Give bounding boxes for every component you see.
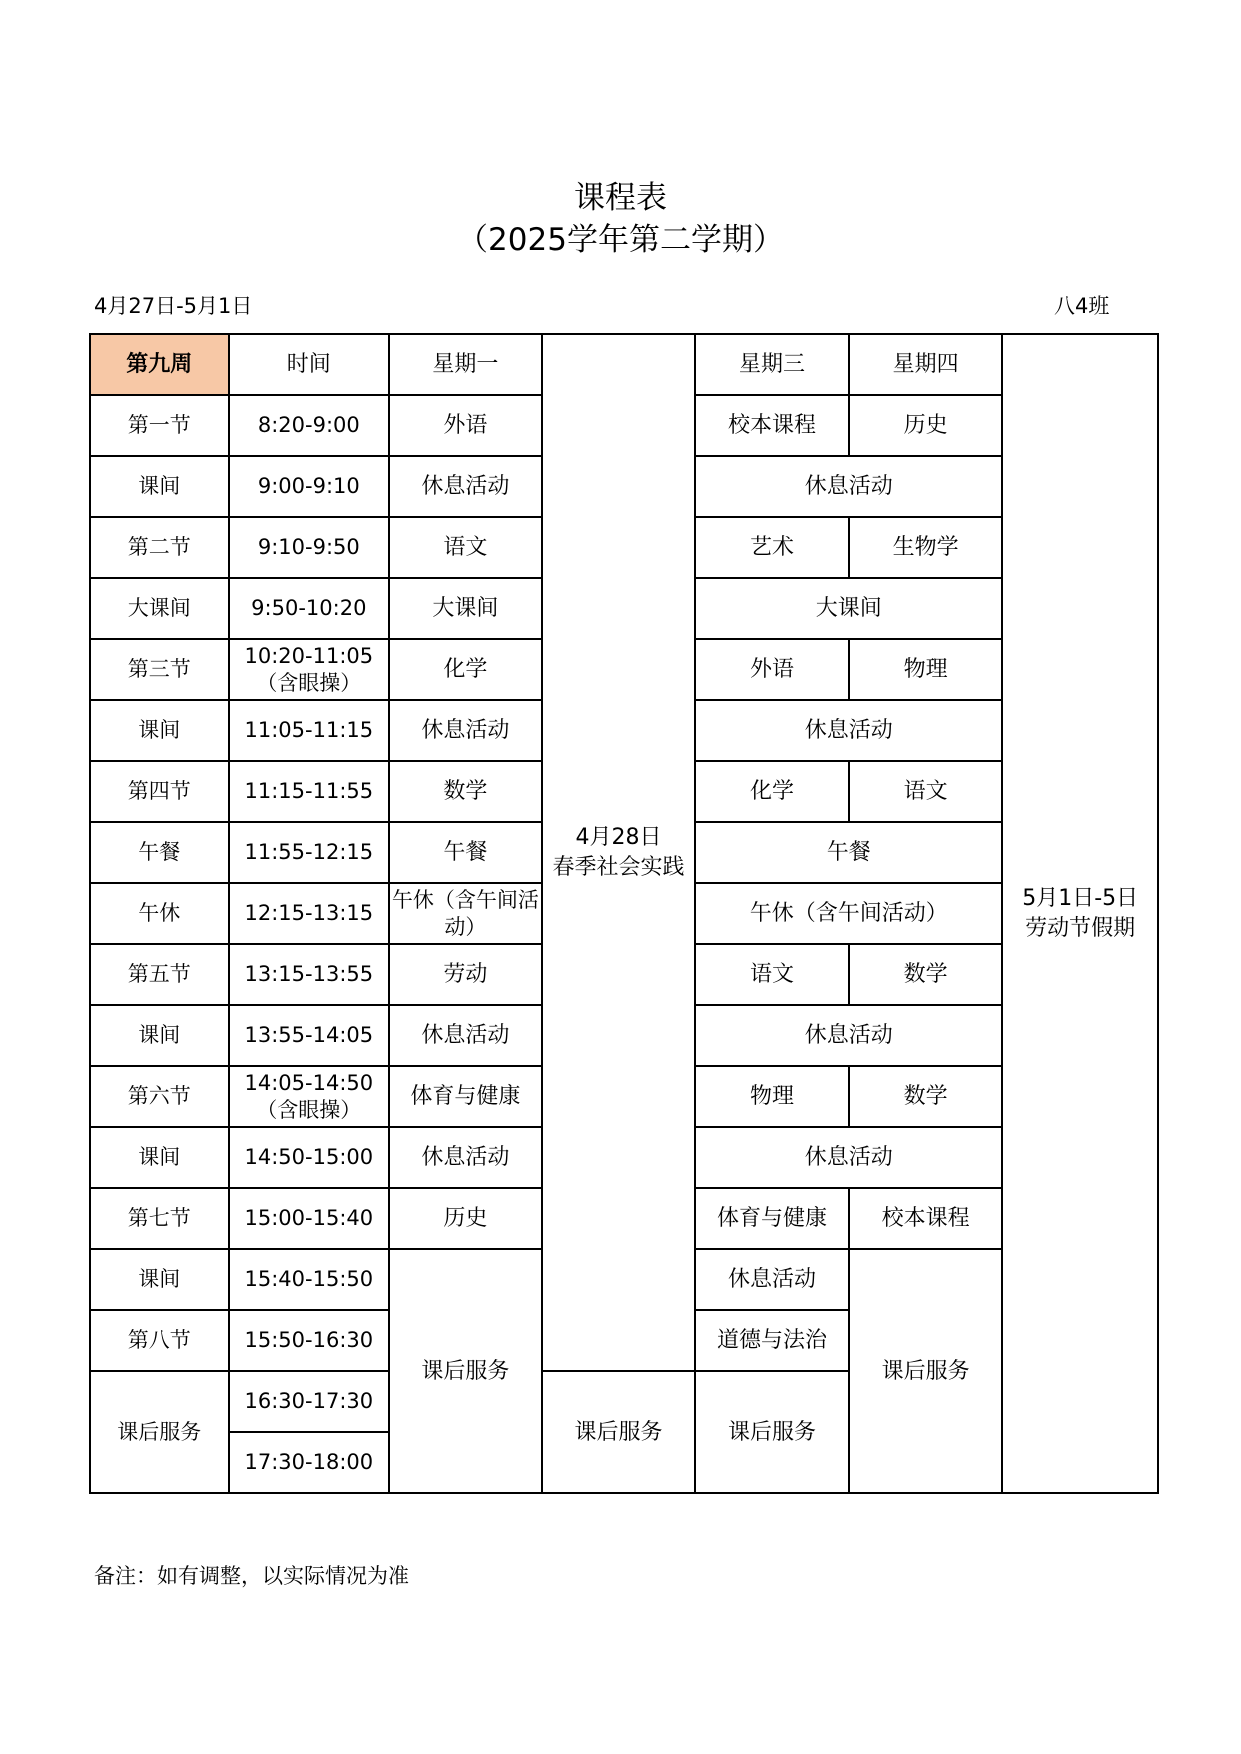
period-time: 16:30-17:30 [229, 1371, 390, 1432]
monday-cell: 语文 [389, 517, 542, 578]
period-label: 课间 [90, 1249, 229, 1310]
page-subtitle: （2025学年第二学期） [457, 222, 784, 258]
monday-cell: 数学 [389, 761, 542, 822]
thursday-cell: 物理 [849, 639, 1003, 700]
monday-cell: 体育与健康 [389, 1066, 542, 1127]
table-row [90, 334, 1158, 395]
tuesday-note: 4月28日 春季社会实践 [542, 334, 696, 1371]
thursday-after-school: 课后服务 [849, 1249, 1003, 1493]
wednesday-header: 星期三 [695, 334, 849, 395]
thursday-cell: 历史 [849, 395, 1003, 456]
monday-cell: 午餐 [389, 822, 542, 883]
monday-header: 星期一 [389, 334, 542, 395]
wednesday-cell: 物理 [695, 1066, 849, 1127]
period-time: 17:30-18:00 [229, 1432, 390, 1493]
wednesday-cell: 化学 [695, 761, 849, 822]
wed-thu-cell: 休息活动 [695, 700, 1002, 761]
wednesday-cell: 休息活动 [695, 1249, 849, 1310]
week-cell: 第九周 [90, 334, 229, 395]
thursday-cell: 数学 [849, 1066, 1003, 1127]
thursday-cell: 数学 [849, 944, 1003, 1005]
monday-cell: 化学 [389, 639, 542, 700]
period-time: 11:05-11:15 [229, 700, 390, 761]
wednesday-cell: 语文 [695, 944, 849, 1005]
wed-thu-cell: 午餐 [695, 822, 1002, 883]
date-range: 4月27日-5月1日 [94, 294, 253, 318]
period-time: 15:00-15:40 [229, 1188, 390, 1249]
period-label: 第二节 [90, 517, 229, 578]
thursday-cell: 校本课程 [849, 1188, 1003, 1249]
period-time: 9:10-9:50 [229, 517, 390, 578]
period-time: 11:15-11:55 [229, 761, 390, 822]
period-time: 9:50-10:20 [229, 578, 390, 639]
wed-thu-cell: 休息活动 [695, 1005, 1002, 1066]
period-label: 课间 [90, 1005, 229, 1066]
wed-thu-cell: 大课间 [695, 578, 1002, 639]
schedule-body [90, 334, 1158, 1493]
period-label: 第八节 [90, 1310, 229, 1371]
thursday-header: 星期四 [849, 334, 1003, 395]
wednesday-cell: 校本课程 [695, 395, 849, 456]
period-time: 15:40-15:50 [229, 1249, 390, 1310]
monday-cell: 外语 [389, 395, 542, 456]
monday-cell: 历史 [389, 1188, 542, 1249]
period-time: 9:00-9:10 [229, 456, 390, 517]
period-label: 第三节 [90, 639, 229, 700]
wednesday-cell: 外语 [695, 639, 849, 700]
period-label: 课间 [90, 456, 229, 517]
monday-cell: 休息活动 [389, 1127, 542, 1188]
monday-cell: 休息活动 [389, 1005, 542, 1066]
wednesday-after-school: 课后服务 [695, 1371, 849, 1493]
period-time: 11:55-12:15 [229, 822, 390, 883]
wednesday-cell: 艺术 [695, 517, 849, 578]
period-label: 第一节 [90, 395, 229, 456]
period-time: 14:50-15:00 [229, 1127, 390, 1188]
monday-cell: 休息活动 [389, 700, 542, 761]
monday-cell: 休息活动 [389, 456, 542, 517]
period-label: 课后服务 [90, 1371, 229, 1493]
wed-thu-cell: 午休（含午间活动） [695, 883, 1002, 944]
monday-after-school: 课后服务 [389, 1249, 542, 1493]
wednesday-cell: 道德与法治 [695, 1310, 849, 1371]
period-time: 8:20-9:00 [229, 395, 390, 456]
period-label: 午餐 [90, 822, 229, 883]
period-time: 14:05-14:50 （含眼操） [229, 1066, 390, 1127]
period-time: 15:50-16:30 [229, 1310, 390, 1371]
period-time: 12:15-13:15 [229, 883, 390, 944]
thursday-cell: 语文 [849, 761, 1003, 822]
class-name: 八4班 [1054, 294, 1110, 318]
page-title: 课程表 [574, 180, 667, 216]
time-header: 时间 [229, 334, 390, 395]
monday-cell: 大课间 [389, 578, 542, 639]
period-label: 课间 [90, 700, 229, 761]
period-time: 13:55-14:05 [229, 1005, 390, 1066]
thursday-cell: 生物学 [849, 517, 1003, 578]
schedule-table [89, 333, 1159, 1494]
period-label: 第四节 [90, 761, 229, 822]
tuesday-after-school: 课后服务 [542, 1371, 696, 1493]
wednesday-cell: 体育与健康 [695, 1188, 849, 1249]
period-label: 午休 [90, 883, 229, 944]
period-label: 第六节 [90, 1066, 229, 1127]
wed-thu-cell: 休息活动 [695, 456, 1002, 517]
period-label: 第七节 [90, 1188, 229, 1249]
period-label: 课间 [90, 1127, 229, 1188]
period-label: 大课间 [90, 578, 229, 639]
monday-cell: 劳动 [389, 944, 542, 1005]
wed-thu-cell: 休息活动 [695, 1127, 1002, 1188]
period-time: 13:15-13:55 [229, 944, 390, 1005]
friday-note: 5月1日-5日 劳动节假期 [1002, 334, 1158, 1493]
period-time: 10:20-11:05 （含眼操） [229, 639, 390, 700]
period-label: 第五节 [90, 944, 229, 1005]
footnote: 备注：如有调整，以实际情况为准 [94, 1564, 409, 1588]
monday-cell: 午休（含午间活动） [389, 883, 542, 944]
